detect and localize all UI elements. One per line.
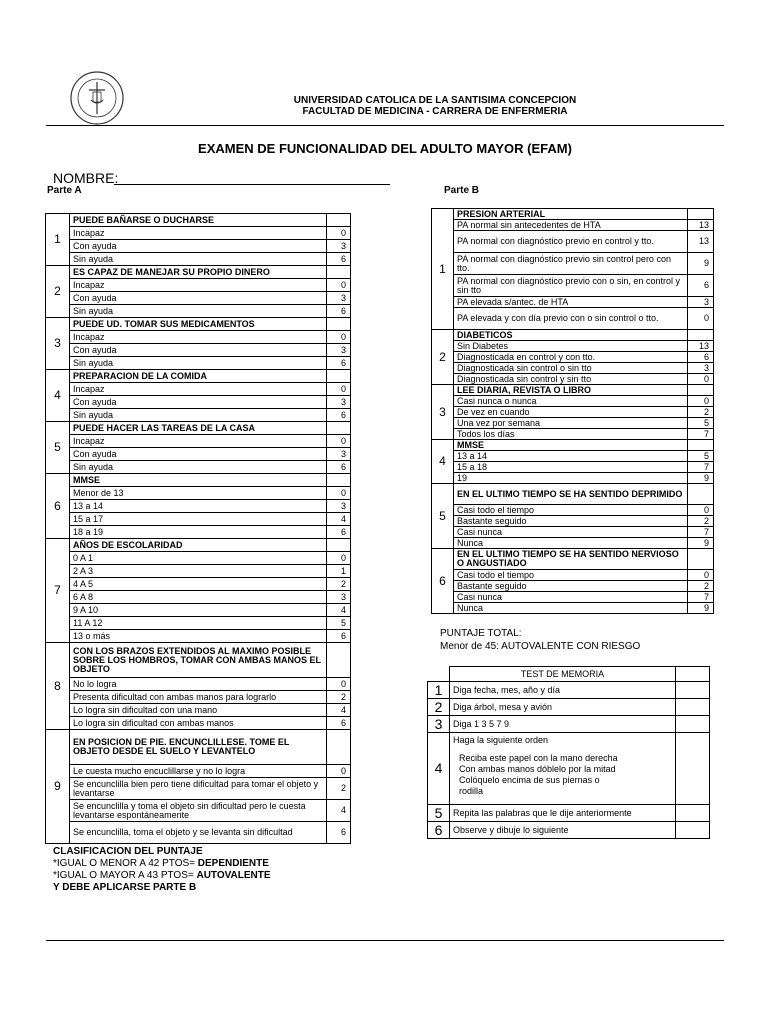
option-label: Con ayuda	[70, 396, 327, 409]
item-number: 1	[432, 209, 454, 330]
classification-title: CLASIFICACION DEL PUNTAJE	[53, 846, 203, 857]
option-score: 0	[327, 765, 351, 778]
section-header-row	[46, 318, 351, 331]
memory-test-row[interactable]	[428, 699, 710, 716]
option-row[interactable]	[46, 227, 351, 240]
option-row[interactable]	[46, 691, 351, 704]
memory-score-blank[interactable]	[676, 716, 710, 733]
option-label: 13 a 14	[70, 500, 327, 513]
item-number: 3	[432, 385, 454, 440]
section-header-row	[46, 643, 351, 678]
option-label: Sin ayuda	[70, 253, 327, 266]
option-score: 2	[688, 581, 714, 592]
option-row[interactable]	[46, 513, 351, 526]
memory-score-blank[interactable]	[676, 822, 710, 839]
option-label: 2 A 3	[70, 565, 327, 578]
score-blank	[327, 214, 351, 227]
memory-instruction-text: Haga la siguiente orden	[453, 735, 549, 745]
option-row[interactable]	[432, 462, 714, 473]
section-header-row	[432, 330, 714, 341]
memory-item-number: 6	[428, 822, 450, 839]
option-label: De vez en cuando	[454, 407, 688, 418]
option-label: Diagnosticada sin control y sin tto	[454, 374, 688, 385]
option-score: 5	[688, 451, 714, 462]
section-header-row	[432, 484, 714, 505]
option-row[interactable]	[46, 778, 351, 800]
classification-parte-b-note: Y DEBE APLICARSE PARTE B	[53, 882, 197, 893]
memory-item-number: 5	[428, 805, 450, 822]
item-number: 1	[46, 214, 70, 266]
memory-item-number: 1	[428, 682, 450, 699]
option-row[interactable]	[46, 604, 351, 617]
option-label: 15 a 17	[70, 513, 327, 526]
option-row[interactable]	[46, 435, 351, 448]
option-label: Casi nunca	[454, 527, 688, 538]
option-score: 0	[327, 552, 351, 565]
option-score: 0	[327, 279, 351, 292]
score-blank	[327, 730, 351, 765]
option-score: 0	[688, 308, 714, 330]
option-label: 13 a 14	[454, 451, 688, 462]
memory-score-blank[interactable]	[676, 733, 710, 805]
faculty-name: FACULTAD DE MEDICINA - CARRERA DE ENFERMERIA	[302, 106, 568, 117]
option-score: 6	[327, 253, 351, 266]
item-number: 8	[46, 643, 70, 730]
nombre-field[interactable]	[114, 184, 390, 185]
option-row[interactable]	[46, 765, 351, 778]
option-score: 0	[327, 227, 351, 240]
option-label: 6 A 8	[70, 591, 327, 604]
item-number: 5	[46, 422, 70, 474]
option-label: Bastante seguido	[454, 516, 688, 527]
option-score: 0	[327, 678, 351, 691]
option-row[interactable]	[46, 344, 351, 357]
score-blank	[688, 330, 714, 341]
option-row[interactable]	[432, 341, 714, 352]
option-row[interactable]	[46, 396, 351, 409]
option-label: Con ayuda	[70, 448, 327, 461]
score-blank	[327, 422, 351, 435]
option-score: 0	[688, 396, 714, 407]
score-blank	[327, 643, 351, 678]
memory-instruction	[450, 733, 676, 805]
option-label: Casi todo el tiempo	[454, 505, 688, 516]
option-label: Una vez por semana	[454, 418, 688, 429]
memory-instruction: Diga 1 3 5 7 9	[450, 716, 676, 733]
option-row[interactable]	[432, 308, 714, 330]
option-label: Sin ayuda	[70, 409, 327, 422]
score-blank	[688, 549, 714, 570]
option-label: Se encunclilla bien pero tiene dificultad para tomar el objeto y levantarse	[70, 778, 327, 800]
option-score: 0	[688, 374, 714, 385]
section-title: MMSE	[70, 474, 327, 487]
option-row[interactable]	[46, 279, 351, 292]
option-score: 3	[327, 240, 351, 253]
item-number: 6	[46, 474, 70, 539]
option-label: PA normal con diagnóstico previo en control y tto.	[454, 231, 688, 253]
score-blank	[688, 385, 714, 396]
option-score: 7	[688, 462, 714, 473]
option-row[interactable]	[432, 581, 714, 592]
option-score: 9	[688, 473, 714, 484]
option-row[interactable]	[46, 448, 351, 461]
option-row[interactable]	[432, 603, 714, 614]
option-row[interactable]	[432, 505, 714, 516]
option-label: 0 A 1	[70, 552, 327, 565]
option-label: Incapaz	[70, 227, 327, 240]
parte-a-label: Parte A	[47, 185, 82, 196]
option-score: 3	[688, 363, 714, 374]
option-label: 18 a 19	[70, 526, 327, 539]
nombre-label: NOMBRE:	[53, 170, 119, 186]
option-row[interactable]	[46, 552, 351, 565]
option-score: 6	[327, 461, 351, 474]
option-label: Menor de 13	[70, 487, 327, 500]
section-header-row	[46, 370, 351, 383]
option-score: 3	[327, 591, 351, 604]
option-row[interactable]	[46, 565, 351, 578]
memory-test-title: TEST DE MEMORIA	[450, 667, 676, 682]
option-label: Le cuesta mucho encuclillarse y no lo logra	[70, 765, 327, 778]
score-blank	[688, 209, 714, 220]
option-score: 3	[688, 297, 714, 308]
item-number: 4	[432, 440, 454, 484]
score-blank	[327, 539, 351, 552]
option-label: Diagnosticada en control y con tto.	[454, 352, 688, 363]
option-row[interactable]	[432, 538, 714, 549]
option-label: 13 o más	[70, 630, 327, 643]
section-title: LEE DIARIA, REVISTA O LIBRO	[454, 385, 688, 396]
option-row[interactable]	[432, 363, 714, 374]
score-blank	[327, 474, 351, 487]
memory-item-number: 2	[428, 699, 450, 716]
option-label: PA elevada s/antec. de HTA	[454, 297, 688, 308]
option-score: 6	[327, 357, 351, 370]
option-score: 6	[327, 717, 351, 730]
section-title: PUEDE UD. TOMAR SUS MEDICAMENTOS	[70, 318, 327, 331]
option-score: 7	[688, 592, 714, 603]
score-blank	[327, 266, 351, 279]
option-row[interactable]	[46, 461, 351, 474]
memory-item-number: 4	[428, 733, 450, 805]
option-label: Lo logra sin dificultad con ambas manos	[70, 717, 327, 730]
option-row[interactable]	[432, 473, 714, 484]
option-score: 0	[327, 331, 351, 344]
score-classification	[53, 846, 271, 894]
section-header-row	[46, 266, 351, 279]
option-label: 4 A 5	[70, 578, 327, 591]
option-row[interactable]	[46, 292, 351, 305]
option-score: 9	[688, 538, 714, 549]
memory-test-row[interactable]	[428, 733, 710, 805]
option-label: PA normal con diagnóstico previo con o sin, en control y sin tto	[454, 275, 688, 297]
section-header-row	[46, 730, 351, 765]
option-label: Bastante seguido	[454, 581, 688, 592]
item-number: 9	[46, 730, 70, 844]
score-blank	[327, 370, 351, 383]
option-label: Con ayuda	[70, 344, 327, 357]
option-row[interactable]	[432, 396, 714, 407]
option-score: 3	[327, 292, 351, 305]
option-row[interactable]	[46, 578, 351, 591]
option-row[interactable]	[46, 617, 351, 630]
puntaje-total	[440, 627, 640, 653]
option-label: Casi nunca	[454, 592, 688, 603]
item-number: 2	[432, 330, 454, 385]
university-seal-icon	[67, 70, 127, 126]
option-score: 0	[688, 505, 714, 516]
section-header-row	[432, 209, 714, 220]
classification-autovalente: AUTOVALENTE	[196, 870, 271, 881]
option-score: 1	[327, 565, 351, 578]
memory-subinstruction: rodilla	[459, 786, 484, 796]
memory-test-row[interactable]	[428, 822, 710, 839]
option-row[interactable]	[46, 383, 351, 396]
memory-test-row[interactable]	[428, 682, 710, 699]
page-title: EXAMEN DE FUNCIONALIDAD DEL ADULTO MAYOR (EFAM)	[198, 141, 572, 156]
option-row[interactable]	[432, 407, 714, 418]
puntaje-total-label: PUNTAJE TOTAL:	[440, 628, 522, 639]
option-score: 7	[688, 527, 714, 538]
option-row[interactable]	[46, 487, 351, 500]
parte-a-table	[45, 213, 351, 844]
option-score: 3	[327, 396, 351, 409]
option-row[interactable]	[432, 527, 714, 538]
option-row[interactable]	[46, 331, 351, 344]
option-score: 6	[327, 409, 351, 422]
section-title: CON LOS BRAZOS EXTENDIDOS AL MAXIMO POSIBLE SOBRE LOS HOMBROS, TOMAR CON AMBAS MANOS EL OBJETO	[70, 643, 327, 678]
option-score: 0	[327, 487, 351, 500]
option-label: Presenta dificultad con ambas manos para lograrlo	[70, 691, 327, 704]
option-score: 6	[327, 305, 351, 318]
option-score: 13	[688, 341, 714, 352]
option-label: PA normal con diagnóstico previo sin control pero con tto.	[454, 253, 688, 275]
option-row[interactable]	[46, 822, 351, 844]
option-row[interactable]	[46, 704, 351, 717]
option-label: Sin ayuda	[70, 305, 327, 318]
option-score: 2	[688, 407, 714, 418]
option-score: 6	[327, 526, 351, 539]
option-label: No lo logra	[70, 678, 327, 691]
option-label: 11 A 12	[70, 617, 327, 630]
option-label: Casi nunca o nunca	[454, 396, 688, 407]
classification-line2-prefix: *IGUAL O MAYOR A 43 PTOS=	[53, 870, 197, 881]
option-row[interactable]	[46, 500, 351, 513]
option-score: 0	[688, 570, 714, 581]
option-score: 13	[688, 220, 714, 231]
memory-test-row[interactable]	[428, 716, 710, 733]
option-label: Incapaz	[70, 383, 327, 396]
option-row[interactable]	[46, 717, 351, 730]
section-title: EN POSICION DE PIE. ENCUNCLILLESE. TOME EL OBJETO DESDE EL SUELO Y LEVANTELO	[70, 730, 327, 765]
section-header-row	[432, 440, 714, 451]
memory-subinstruction: Reciba este papel con la mano derecha	[459, 753, 618, 763]
option-label: Nunca	[454, 603, 688, 614]
option-label: Diagnosticada sin control o sin tto	[454, 363, 688, 374]
option-label: 19	[454, 473, 688, 484]
option-score: 2	[688, 516, 714, 527]
option-score: 2	[327, 691, 351, 704]
option-label: PA elevada y con día previo con o sin control o tto.	[454, 308, 688, 330]
section-title: AÑOS DE ESCOLARIDAD	[70, 539, 327, 552]
option-row[interactable]	[46, 630, 351, 643]
option-score: 6	[688, 352, 714, 363]
classification-dependiente: DEPENDIENTE	[197, 858, 269, 869]
option-row[interactable]	[46, 357, 351, 370]
memory-instruction: Diga árbol, mesa y avión	[450, 699, 676, 716]
parte-b-table	[431, 208, 714, 614]
section-title: DIABETICOS	[454, 330, 688, 341]
puntaje-total-line: Menor de 45: AUTOVALENTE CON RIESGO	[440, 641, 641, 652]
section-title: MMSE	[454, 440, 688, 451]
option-label: Se encunclilla, toma el objeto y se levanta sin dificultad	[70, 822, 327, 844]
memory-score-blank[interactable]	[676, 682, 710, 699]
option-score: 5	[688, 418, 714, 429]
section-title: PUEDE BAÑARSE O DUCHARSE	[70, 214, 327, 227]
item-number: 6	[432, 549, 454, 614]
option-score: 13	[688, 231, 714, 253]
memory-item-number: 3	[428, 716, 450, 733]
memory-test-table	[427, 666, 710, 839]
option-row[interactable]	[46, 800, 351, 822]
option-score: 2	[327, 578, 351, 591]
option-row[interactable]	[432, 352, 714, 363]
option-label: 9 A 10	[70, 604, 327, 617]
memory-subinstruction: Colóquelo encima de sus piernas o	[459, 775, 600, 785]
option-row[interactable]	[46, 526, 351, 539]
section-header-row	[432, 385, 714, 396]
option-row[interactable]	[432, 297, 714, 308]
option-label: Sin ayuda	[70, 461, 327, 474]
option-label: PA normal sin antecedentes de HTA	[454, 220, 688, 231]
option-label: Nunca	[454, 538, 688, 549]
option-label: Con ayuda	[70, 240, 327, 253]
option-label: Se encunclilla y toma el objeto sin dificultad pero le cuesta levantarse espontáneamente	[70, 800, 327, 822]
section-title: PUEDE HACER LAS TAREAS DE LA CASA	[70, 422, 327, 435]
university-name: UNIVERSIDAD CATOLICA DE LA SANTISIMA CONCEPCION	[293, 95, 577, 106]
memory-instruction: Observe y dibuje lo siguiente	[450, 822, 676, 839]
option-score: 4	[327, 800, 351, 822]
option-label: Lo logra sin dificultad con una mano	[70, 704, 327, 717]
option-row[interactable]	[432, 253, 714, 275]
option-row[interactable]	[46, 409, 351, 422]
item-number: 4	[46, 370, 70, 422]
option-label: Con ayuda	[70, 292, 327, 305]
option-label: Casi todo el tiempo	[454, 570, 688, 581]
classification-line1-prefix: *IGUAL O MENOR A 42 PTOS=	[53, 858, 198, 869]
option-score: 9	[688, 603, 714, 614]
section-header-row	[46, 422, 351, 435]
item-number: 2	[46, 266, 70, 318]
option-row[interactable]	[432, 275, 714, 297]
option-row[interactable]	[46, 305, 351, 318]
option-score: 9	[688, 253, 714, 275]
option-row[interactable]	[432, 429, 714, 440]
section-header-row	[46, 214, 351, 227]
header-divider	[46, 125, 724, 126]
option-score: 4	[327, 704, 351, 717]
item-number: 3	[46, 318, 70, 370]
memory-instruction: Diga fecha, mes, año y día	[450, 682, 676, 699]
section-title: PRESION ARTERIAL	[454, 209, 688, 220]
memory-score-blank[interactable]	[676, 699, 710, 716]
option-row[interactable]	[432, 220, 714, 231]
section-title: PREPARACION DE LA COMIDA	[70, 370, 327, 383]
memory-score-blank[interactable]	[676, 805, 710, 822]
option-row[interactable]	[432, 592, 714, 603]
option-label: Incapaz	[70, 279, 327, 292]
option-score: 3	[327, 500, 351, 513]
option-row[interactable]	[432, 451, 714, 462]
section-title: EN EL ULTIMO TIEMPO SE HA SENTIDO NERVIOSO O ANGUSTIADO	[454, 549, 688, 570]
option-score: 4	[327, 513, 351, 526]
option-score: 6	[688, 275, 714, 297]
option-score: 0	[327, 383, 351, 396]
option-label: Incapaz	[70, 331, 327, 344]
score-blank	[688, 484, 714, 505]
section-title: EN EL ULTIMO TIEMPO SE HA SENTIDO DEPRIMIDO	[454, 484, 688, 505]
option-score: 5	[327, 617, 351, 630]
option-score: 7	[688, 429, 714, 440]
option-row[interactable]	[46, 678, 351, 691]
option-label: Sin Diabetes	[454, 341, 688, 352]
memory-test-row[interactable]	[428, 805, 710, 822]
option-score: 6	[327, 822, 351, 844]
option-row[interactable]	[432, 374, 714, 385]
option-row[interactable]	[432, 516, 714, 527]
option-label: Incapaz	[70, 435, 327, 448]
section-header-row	[46, 539, 351, 552]
section-header-row	[46, 474, 351, 487]
item-number: 7	[46, 539, 70, 643]
option-label: Sin ayuda	[70, 357, 327, 370]
memory-instruction: Repita las palabras que le dije anteriormente	[450, 805, 676, 822]
option-row[interactable]	[46, 591, 351, 604]
score-blank	[327, 318, 351, 331]
option-row[interactable]	[432, 231, 714, 253]
memory-subinstruction: Con ambas manos dóblelo por la mitad	[459, 764, 616, 774]
option-score: 0	[327, 435, 351, 448]
option-score: 6	[327, 630, 351, 643]
option-row[interactable]	[46, 253, 351, 266]
option-row[interactable]	[432, 418, 714, 429]
section-header-row	[432, 549, 714, 570]
footer-divider	[46, 940, 724, 941]
option-row[interactable]	[432, 570, 714, 581]
parte-b-label: Parte B	[444, 185, 480, 196]
section-title: ES CAPAZ DE MANEJAR SU PROPIO DINERO	[70, 266, 327, 279]
option-label: Todos los días	[454, 429, 688, 440]
item-number: 5	[432, 484, 454, 549]
option-score: 4	[327, 604, 351, 617]
score-blank	[688, 440, 714, 451]
option-label: 15 a 18	[454, 462, 688, 473]
option-row[interactable]	[46, 240, 351, 253]
option-score: 2	[327, 778, 351, 800]
option-score: 3	[327, 344, 351, 357]
option-score: 3	[327, 448, 351, 461]
